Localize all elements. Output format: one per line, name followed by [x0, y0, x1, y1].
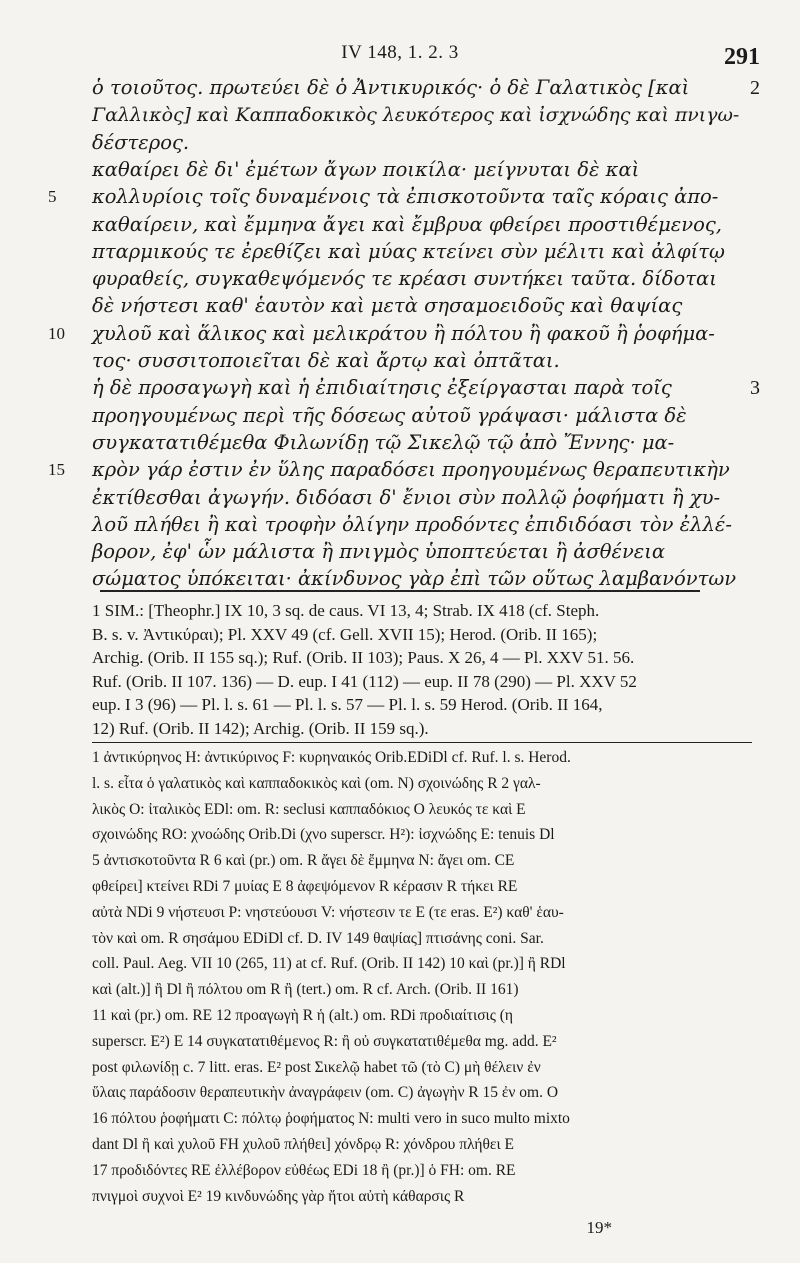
apparatus-line: 1 ἀντικύρηνος H: ἀντικύρινος F: κυρηναικός Orib.EDiDl cf. Ruf. l. s. Herod.	[92, 749, 571, 766]
apparatus-line: dant Dl ἢ καὶ χυλοῦ FH χυλοῦ πλήθει] χόνδρῳ R: χόνδρου πλήθει E	[92, 1136, 514, 1153]
text-line: σώματος ὑπόκειται· ἀκίνδυνος γὰρ ἐπὶ τῶν οὕτως λαμβανόντων	[92, 567, 737, 590]
source-line: eup. I 3 (96) — Pl. l. s. 61 — Pl. l. s. 57 — Pl. l. s. 59 Herod. (Orib. II 164,	[92, 695, 603, 714]
text-line: δὲ νήστεσι καθ' ἑαυτὸν καὶ μετὰ σησαμοειδοῦς καὶ θαψίας	[92, 294, 683, 317]
text-line: κολλυρίοις τοῖς δυναμένοις τὰ ἐπισκοτοῦντα ταῖς κόραις ἀπο-	[92, 185, 719, 208]
separator-rule	[100, 590, 700, 592]
text-line: χυλοῦ καὶ ἅλικος καὶ μελικράτου ἢ πόλτου ἢ φακοῦ ἢ ῥοφήμα-	[92, 322, 715, 345]
text-line: δέστερος.	[92, 131, 190, 154]
apparatus-line: l. s. εἶτα ὁ γαλατικὸς καὶ καππαδοκικὸς καὶ (om. N) σχοινώδης R 2 γαλ-	[92, 775, 541, 792]
text-line: συγκατατιθέμεθα Φιλωνίδῃ τῷ Σικελῷ τῷ ἀπὸ Ἔννης· μα-	[92, 431, 675, 454]
text-line: βορον, ἐφ' ὧν μάλιστα ἢ πνιγμὸς ὑποπτεύεται ἢ ἀσθένεια	[92, 540, 666, 563]
apparatus-line: 11 καὶ (pr.) om. RE 12 προαγωγὴ R ἡ (alt.) om. RDi προδιαίτισις (η	[92, 1007, 514, 1024]
source-line: 12) Ruf. (Orib. II 142); Archig. (Orib. II 159 sq.).	[92, 719, 429, 738]
text-line: φυραθείς, συγκαθεψόμενός τε κρέασι συντήκει ταῦτα. δίδοται	[92, 267, 717, 290]
apparatus-line: 16 πόλτου ῥοφήματι C: πόλτῳ ῥοφήματος N: multi vero in suco multo mixto	[92, 1110, 570, 1127]
line-number: 5	[48, 187, 57, 206]
apparatus-line: αὐτὰ NDi 9 νήστευσι P: νηστεύουσι V: νήστεσιν τε E (τε eras. E²) καθ' ἑαυ-	[92, 904, 564, 921]
text-line: πταρμικούς τε ἐρεθίζει καὶ μύας κτείνει σὺν μέλιτι καὶ ἀλφίτῳ	[92, 240, 725, 263]
text-line: καθαίρειν, καὶ ἔμμηνα ἄγει καὶ ἔμβρυα φθείρει προστιθέμενος,	[92, 213, 722, 236]
line-number: 10	[48, 324, 65, 343]
apparatus-line: superscr. E²) E 14 συγκατατιθέμενος R: ἢ οὐ συγκατατιθέμεθα mg. add. E²	[92, 1033, 557, 1050]
text-line: Γαλλικὸς] καὶ Καππαδοκικὸς λευκότερος καὶ ἰσχνώδης καὶ πνιγω-	[92, 104, 740, 126]
apparatus-line: coll. Paul. Aeg. VII 10 (265, 11) at cf. Ruf. (Orib. II 142) 10 καὶ (pr.)] ἢ RDl	[92, 955, 566, 972]
apparatus-line: post φιλωνίδῃ c. 7 litt. eras. E² post Σικελῷ habet τῶ (τὸ C) μὴ θέλειν ἐν	[92, 1059, 541, 1076]
running-head-reference: IV 148, 1. 2. 3	[341, 42, 459, 63]
text-line: ὁ τοιοῦτος. πρωτεύει δὲ ὁ Ἀντικυρικός· ὁ δὲ Γαλατικὸς [καὶ	[92, 76, 690, 99]
signature-mark: 19*	[586, 1218, 612, 1237]
apparatus-line: λικὸς O: ἰταλικὸς EDl: om. R: seclusi καππαδόκιος O λευκός τε καὶ E	[92, 801, 526, 818]
source-line: B. s. v. Ἀντικύραι); Pl. XXV 49 (cf. Gell. XVII 15); Herod. (Orib. II 165);	[92, 625, 598, 644]
section-number: 3	[750, 377, 760, 399]
text-line: ἡ δὲ προσαγωγὴ καὶ ἡ ἐπιδιαίτησις ἐξείργασται παρὰ τοῖς	[92, 376, 672, 399]
text-line: λοῦ πλήθει ἢ καὶ τροφὴν ὀλίγην προδόντες ἐπιδιδόασι τὸν ἐλλέ-	[92, 513, 732, 536]
source-line: Archig. (Orib. II 155 sq.); Ruf. (Orib. II 103); Paus. X 26, 4 — Pl. XXV 51. 56.	[92, 648, 635, 667]
section-number: 2	[750, 77, 760, 99]
line-number: 15	[48, 460, 65, 479]
apparatus-line: ὕλαις παράδοσιν θεραπευτικὴν ἀναγράφειν (om. C) ἀγωγὴν R 15 ἐν om. O	[92, 1084, 559, 1101]
text-line: κρὸν γάρ ἐστιν ἐν ὕλης παραδόσει προηγουμένως θεραπευτικὴν	[92, 458, 730, 481]
apparatus-line: 5 ἀντισκοτοῦντα R 6 καὶ (pr.) om. R ἄγει δὲ ἔμμηνα N: ἄγει om. CE	[92, 852, 515, 869]
text-line: ἐκτίθεσθαι ἀγωγήν. διδόασι δ' ἔνιοι σὺν πολλῷ ῥοφήματι ἢ χυ-	[92, 486, 721, 509]
apparatus-line: καὶ (alt.)] ἢ Dl ἢ πόλτου om R ἢ (tert.) om. R cf. Arch. (Orib. II 161)	[92, 981, 519, 998]
text-line: προηγουμένως περὶ τῆς δόσεως αὐτοῦ γράψασι· μάλιστα δὲ	[92, 404, 687, 427]
apparatus-line: τὸν καὶ om. R σησάμου EDiDl cf. D. IV 149 θαψίας] πτισάνης coni. Sar.	[92, 930, 544, 947]
apparatus-line: σχοινώδης RO: χνοώδης Orib.Di (χνο superscr. H²): ἰσχνώδης E: tenuis Dl	[92, 826, 555, 843]
text-line: καθαίρει δὲ δι' ἐμέτων ἄγων ποικίλα· μείγνυται δὲ καὶ	[92, 158, 640, 181]
apparatus-line: 17 προδιδόντες RE ἐλλέβορον εὐθέως EDi 18 ἢ (pr.)] ὁ FH: om. RE	[92, 1162, 516, 1179]
page-number: 291	[724, 44, 760, 70]
apparatus-line: φθείρει] κτείνει RDi 7 μυίας E 8 ἀφεψόμενον R κέρασιν R τήκει RE	[92, 878, 518, 895]
text-line: τος· συσσιτοποιεῖται δὲ καὶ ἄρτῳ καὶ ὀπτᾶται.	[92, 349, 560, 372]
source-line: Ruf. (Orib. II 107. 136) — D. eup. I 41 (112) — eup. II 78 (290) — Pl. XXV 52	[92, 672, 637, 691]
apparatus-line: πνιγμοὶ συχνοὶ E² 19 κινδυνώδης γὰρ ἤτοι αὐτὴ κάθαρσις R	[92, 1188, 465, 1205]
line-number	[48, 561, 84, 597]
source-line: 1 SIM.: [Theophr.] IX 10, 3 sq. de caus. VI 13, 4; Strab. IX 418 (cf. Steph.	[92, 601, 600, 620]
apparatus-separator-rule	[92, 742, 752, 743]
